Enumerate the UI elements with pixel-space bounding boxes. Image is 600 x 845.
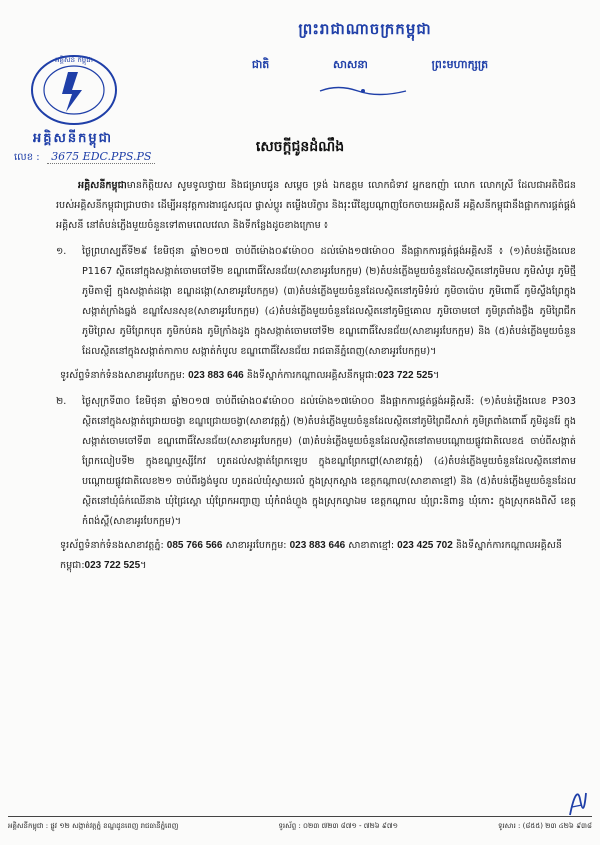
contact-prefix: ទូរស័ព្ទទំនាក់ទំនងសាខាអូរបែកក្អម: <box>60 370 189 381</box>
branch-phone: 023 883 646 <box>289 540 346 551</box>
contact-end: ។ <box>140 560 147 571</box>
notice-item <box>56 392 576 532</box>
document-title: សេចក្តីជូនដំណឹង <box>255 139 345 155</box>
contact-line <box>56 536 576 576</box>
item-text: ថ្ងៃព្រហស្បតិ៍ទី២៩ ខែមិថុនា ឆ្នាំ២០១៧ ចាប់ពីម៉ោង០៩ម៉ោ០០ ដល់ម៉ោង១៧ម៉ោ០០ នឹងផ្អាកការផ្គត់ផ្គង់អគ្គិសនី ៖ (១)តំបន់ភ្លើងលេខ P1167 ស្ថិតនៅក្នុងសង្កាត់ចោមចៅទី២ ខណ្ឌពោធិ៍សែនជ័យ(សាខាអូរបែកក្អម) (២)តំបន់ភ្លើងមួយចំនួនដែលស្ថិតនៅភូមិមល ភូមិសំបូរ ភូមិថ្មី ភូមិតាឡី ក្នុងសង្កាត់ដង្កោ ខណ្ឌដង្កោ(សាខាអូរបែកក្អម) (៣)តំបន់ភ្លើងមួយចំនួនដែលស្ថិតនៅភូមិទំរប់ ភូមិចាប៉ោប ភូមិពោធិ៍ ភូមិស្ទឹងព្រែក្នុងសង្កាត់ក្រាំងធ្នង់ ខណ្ឌសែនសុខ(សាខាអូរបែកក្អម) (៤)តំបន់ភ្លើងមួយចំនួនដែលស្ថិតនៅភូមិថ្មគោល ភូមិចោមចៅ ភូមិត្រពាំងថ្លឹង ភូមិព្រៃជីក ភូមិព្រៃស ភូមិព្រែកបុត ភូមិកប់គង ភូមិក្រាំងដូង ក្នុងសង្កាត់ចោមចៅទី២ ខណ្ឌពោធិ៍សែនជ័យ(សាខាអូរបែកក្អម) និង (៥)តំបន់ភ្លើងមួយចំនួនដែលស្ថិតនៅក្នុងសង្កាត់កាកាប សង្កាត់កំបូល ខណ្ឌពោធិ៍សែនជ័យ រាជធានីភ្នំពេញ(សាខាអូរបែកក្អម)។ <box>82 246 576 357</box>
contact-prefix: ទូរស័ព្ទទំនាក់ទំនងសាខាវត្តភ្នំ: <box>60 540 167 551</box>
item-number: ២. <box>56 396 67 407</box>
edc-logo-icon <box>28 52 120 128</box>
hq-phone: 023 722 525 <box>84 560 141 571</box>
branch-phone: 023 883 646 <box>188 370 244 381</box>
item-text: ថ្ងៃសុក្រទី៣០ ខែមិថុនា ឆ្នាំ២០១៧ ចាប់ពីម៉ោង០៩ម៉ោ០០ ដល់ម៉ោង១៧ម៉ោ០០ នឹងផ្អាកការផ្គត់ផ្គង់អគ្គិសនី: (១)តំបន់ភ្លើងលេខ P303 ស្ថិតនៅក្នុងសង្កាត់ជ្រោយចង្វា ខណ្ឌជ្រោយចង្វា(សាខាវត្តភ្នំ) (២)តំបន់ភ្លើងមួយចំនួនដែលស្ថិតនៅភូមិព្រៃជីសាក់ ភូមិត្រពាំងពោធិ៍ ភូមិដូនរ៉ែ ក្នុងសង្កាត់ចោមចៅទី៣ ខណ្ឌពោធិ៍សែនជ័យ(សាខាអូរបែកក្អម) (៣)តំបន់ភ្លើងមួយចំនួនដែលស្ថិតនៅតាមបណ្តោយផ្លូវជាតិលេខ៥ ចាប់ពីសង្កាត់ព្រែកលៀបទី២ ក្នុងខណ្ឌឬស្សីកែវ ហូតដល់សង្កាត់ព្រែកឡេប ក្នុងខណ្ឌព្រែកព្នៅ(សាខាវត្តភ្នំ) (៤)តំបន់ភ្លើងមួយចំនួនដែលស្ថិតនៅតាមបណ្តោយផ្លូវជាតិលេខ២១ ចាប់ពីរង្វង់មូល ហូតដល់ឃុំស្វាយរលំ ក្នុងស្រុកស្អាង ខេត្តកណ្តាល(សាខាតាខ្មៅ) និង (៥)តំបន់ភ្លើងមួយចំនួនដែលស្ថិតនៅឃុំធំក់ឈើនាង ឃុំជ្រៃស្គោ ឃុំព្រែកអញ្ចាញ ឃុំកំពង់ហ្លួង ក្នុងស្រុកល្វាឯម ខេត្តកណ្តាល ឃុំព្រះនិពាន្ធ ឃុំកោះ ក្នុងស្រុកគងពិសី ខេត្តកំពង់ស្ពឺ(សាខាអូរបែកក្អម)។ <box>82 396 576 527</box>
notice-item <box>56 242 576 362</box>
footer-fax: ទូរសារ : (៨៥៥) ២៣ ៤២៦ ៩៣៨ <box>498 822 592 830</box>
reference-number: 3675 EDC.PPS.PS <box>47 150 155 164</box>
hq-phone: 023 722 525 <box>377 370 434 381</box>
kingdom-title: ព្រះរាជាណាចក្រកម្ពុជា <box>298 20 432 38</box>
svg-text:អគ្គិសនី កម្ពុជា: អគ្គិសនី កម្ពុជា <box>55 56 93 64</box>
intro-text: មានកិត្តិយស សូមទូលថ្វាយ និងជម្រាបជូន សម្តេច ទ្រង់ ឯកឧត្តម លោកជំទាវ អ្នកឧកញ៉ា លោក លោកស្រី ដែលជាអតិថិជនរបស់អគ្គិសនីកម្ពុជាជ្រាបថា៖ ដើម្បីអនុវត្តការងារជួសជុល ផ្លាស់ប្តូរ តម្លើងបរិក្ខារ និងរុះរើខ្សែបណ្តាញចែកចាយអគ្គិសនី អគ្គិសនីកម្ពុជានឹងផ្អាកការផ្គត់ផ្គង់អគ្គិសនី នៅតំបន់ភ្លើងមួយចំនួនទៅតាមពេលវេលា និងទីកន្លែងដូចខាងក្រោម ៖ <box>56 180 576 231</box>
contact-mid: និងទីស្នាក់ការកណ្តាលអគ្គិសនីកម្ពុជា: <box>243 370 378 381</box>
contact-line <box>56 366 576 386</box>
motto-nation: ជាតិ <box>251 58 270 71</box>
intro-paragraph <box>56 176 576 236</box>
motto-king: ព្រះមហាក្សត្រ <box>431 58 489 71</box>
branch-phone: 023 425 702 <box>397 540 453 551</box>
item-number: ១. <box>56 246 67 257</box>
intro-org: អគ្គិសនីកម្ពុជា <box>78 180 127 191</box>
reference-label: លេខ : <box>14 152 40 163</box>
ornament-divider <box>318 86 408 96</box>
national-motto <box>220 58 520 74</box>
contact-mid: សាខាអូរបែកក្អម: <box>222 540 290 551</box>
document-body <box>56 176 576 576</box>
contact-mid: សាខាតាខ្មៅ: <box>345 540 398 551</box>
org-name: អគ្គិសនីកម្ពុជា <box>32 131 113 146</box>
branch-phone: 085 766 566 <box>166 540 223 551</box>
footer-address: អគ្គិសនីកម្ពុជា : ផ្លូវ ១២ សង្កាត់វត្តភ្នំ ខណ្ឌដូនពេញ រាជធានីភ្នំពេញ <box>8 822 179 830</box>
contact-end: ។ <box>433 370 440 381</box>
footer <box>8 816 592 832</box>
contact-mid: និងទីស្នាក់ការកណ្តាលអគ្គិសនីកម្ពុជា: <box>60 540 562 571</box>
motto-religion: សាសនា <box>332 58 368 71</box>
footer-phone: ទូរស័ព្ទ : ០២៣ ៧២៣ ៨៧១ - ៧២៦ ៩៧១ <box>278 822 398 830</box>
